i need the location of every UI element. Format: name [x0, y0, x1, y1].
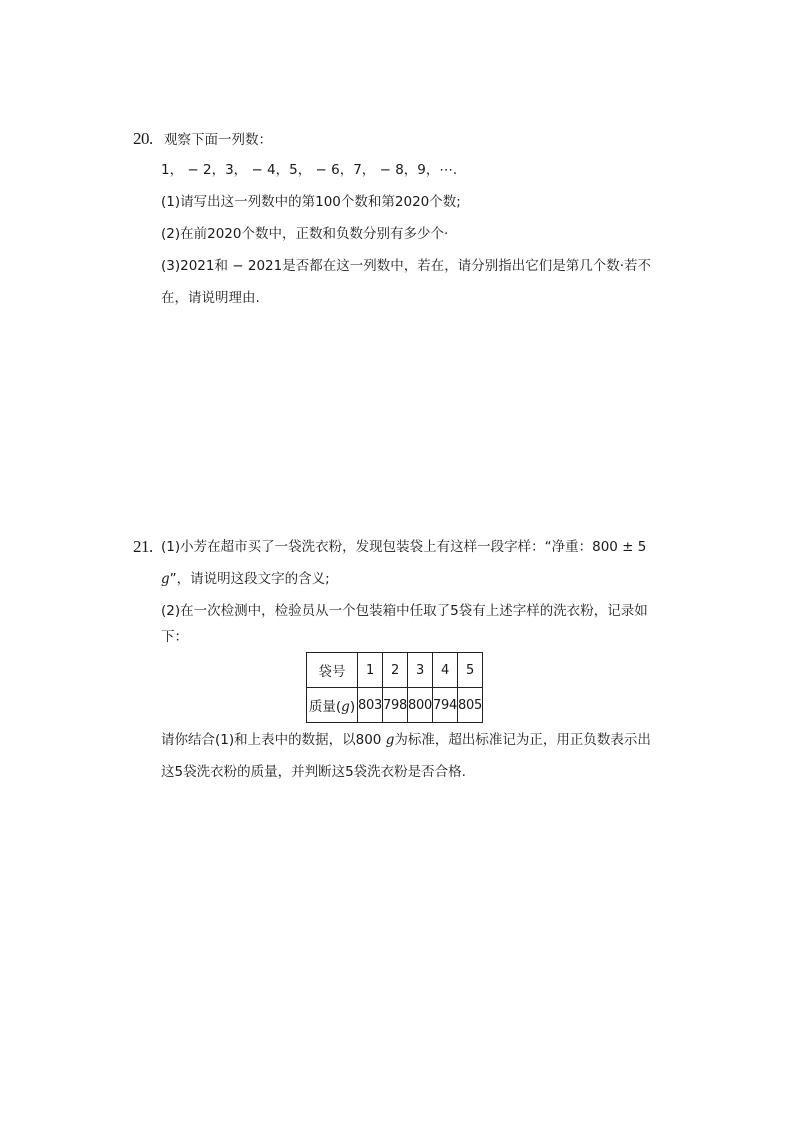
- table-cell-mass-3: 800: [408, 688, 433, 723]
- table-cell-mass-4: 794: [433, 688, 458, 723]
- table-header-bag-number: 袋号: [307, 653, 358, 688]
- table-cell-bag-4: 4: [433, 653, 458, 688]
- table-header-mass: [307, 688, 358, 723]
- question-21-part-3-text-b: 为标准，超出标准记为正，用正负数表示出: [394, 732, 651, 748]
- mass-label-unit: g: [341, 699, 350, 715]
- table-cell-mass-5: 805: [458, 688, 483, 723]
- question-20-sequence: 1， − 2，3， − 4，5， − 6，7， − 8，9，⋯.: [161, 162, 458, 178]
- question-21-part-1-line-2-text: ”，请说明这段文字的含义;: [169, 571, 330, 587]
- question-20-intro: 观察下面一列数：: [164, 132, 272, 148]
- question-20-part-3-line-1: (3)2021和 − 2021是否都在这一列数中，若在，请分别指出它们是第几个数·若不: [161, 258, 652, 274]
- bag-mass-table: [306, 652, 483, 723]
- question-21-part-3-text-a: 请你结合(1)和上表中的数据，以800: [161, 732, 386, 748]
- table-cell-bag-2: 2: [383, 653, 408, 688]
- table-cell-bag-5: 5: [458, 653, 483, 688]
- question-20-part-2: (2)在前2020个数中，正数和负数分别有多少个·: [161, 226, 449, 242]
- table-cell-mass-1: 803: [358, 688, 383, 723]
- question-20-part-1: (1)请写出这一列数中的第100个数和第2020个数;: [161, 194, 461, 210]
- table-row-masses: [307, 688, 483, 723]
- mass-label-suffix: ): [349, 699, 356, 715]
- question-21-part-3-line-1: [161, 731, 651, 749]
- unit-gram: g: [161, 571, 170, 587]
- table-cell-bag-3: 3: [408, 653, 433, 688]
- question-21-part-2-line-1: (2)在一次检测中，检验员从一个包装箱中任取了5袋有上述字样的洗衣粉，记录如: [161, 603, 648, 619]
- question-21-part-1-line-2: [161, 570, 330, 588]
- question-20-part-3-line-2: 在，请说明理由.: [161, 290, 260, 306]
- table-cell-bag-1: 1: [358, 653, 383, 688]
- table-cell-mass-2: 798: [383, 688, 408, 723]
- question-21-part-2-line-2: 下：: [161, 629, 188, 645]
- question-21-number: 21.: [133, 537, 153, 556]
- question-21-part-1-line-1: (1)小芳在超市买了一袋洗衣粉，发现包装袋上有这样一段字样：“净重：800 ± 5: [161, 539, 647, 555]
- table-row-bag-numbers: [307, 653, 483, 688]
- question-21-part-3-line-2: 这5袋洗衣粉的质量，并判断这5袋洗衣粉是否合格.: [161, 764, 466, 780]
- mass-label-prefix: 质量(: [308, 699, 342, 715]
- question-20-number: 20.: [133, 129, 153, 148]
- unit-gram: g: [385, 732, 395, 748]
